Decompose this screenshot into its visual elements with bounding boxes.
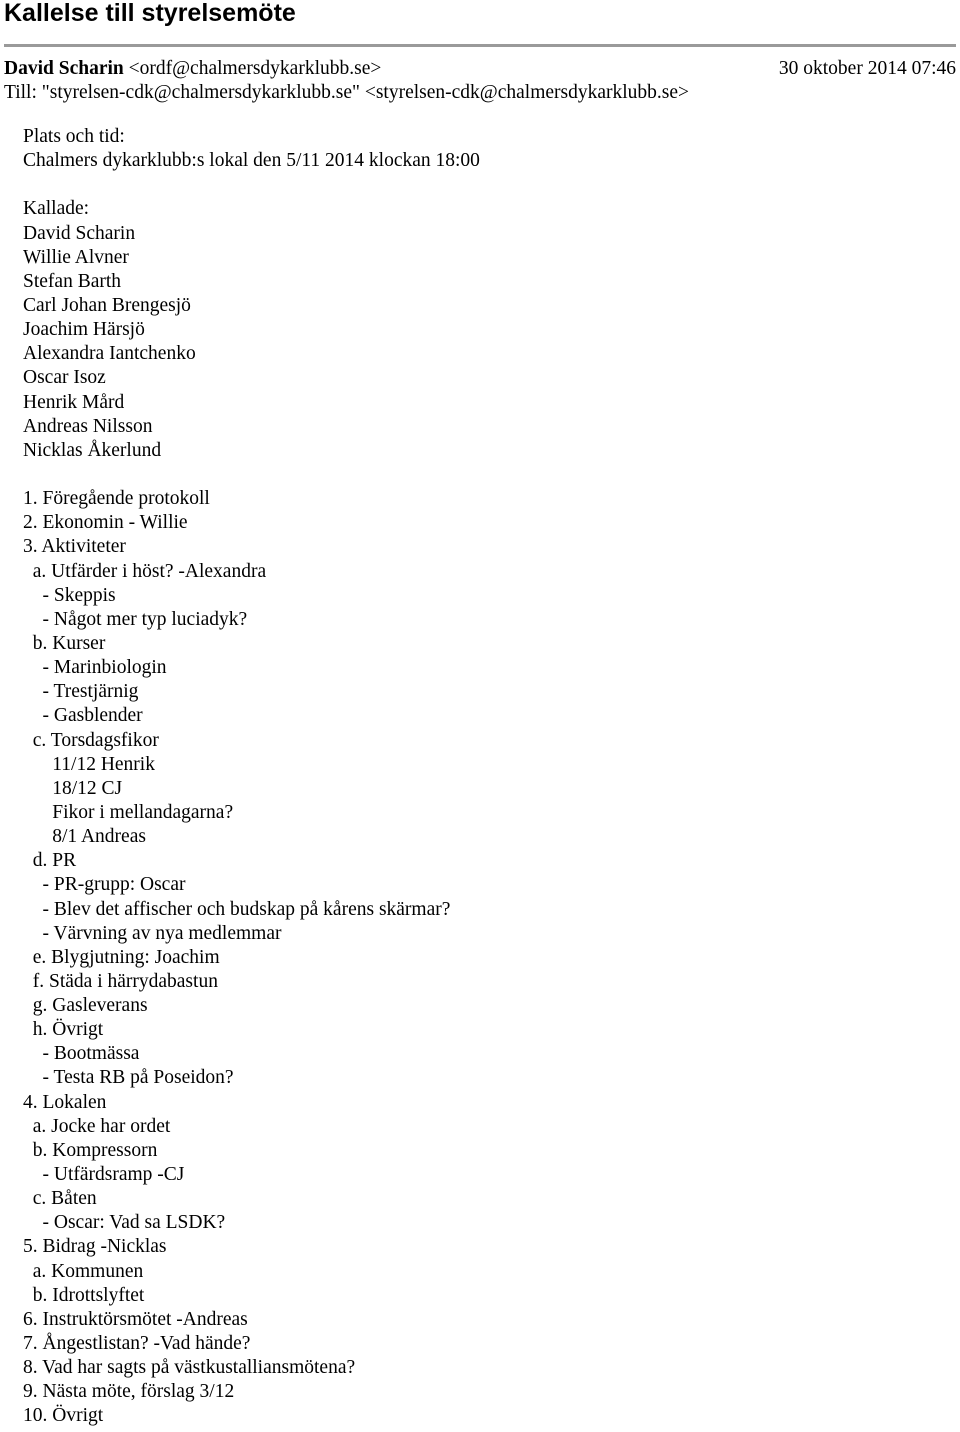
body-line: 5. Bidrag -Nicklas (23, 1236, 167, 1258)
body-line: Andreas Nilsson (23, 415, 153, 437)
body-line: - Värvning av nya medlemmar (23, 922, 282, 944)
body-line: - Något mer typ luciadyk? (23, 608, 248, 630)
body-line: d. PR (23, 850, 77, 872)
body-line: f. Städa i härrydabastun (23, 970, 218, 992)
sender-address: <ordf@chalmersdykarklubb.se> (128, 58, 382, 79)
body-line: - Marinbiologin (23, 657, 167, 679)
body-line: c. Torsdagsfikor (23, 729, 159, 751)
body-line: a. Kommunen (23, 1260, 144, 1282)
body-line: 10. Övrigt (23, 1405, 104, 1427)
recipient: "styrelsen-cdk@chalmersdykarklubb.se" <styrelsen-cdk@chalmersdykarklubb.se> (41, 82, 690, 103)
body-line: Willie Alvner (23, 246, 129, 268)
body-line: h. Övrigt (23, 1019, 104, 1041)
body-line: - Testa RB på Poseidon? (23, 1067, 234, 1089)
body-line: Plats och tid: (23, 126, 125, 147)
from-line (4, 57, 956, 81)
body-line: - Oscar: Vad sa LSDK? (23, 1212, 226, 1234)
body-line: a. Utfärder i höst? -Alexandra (23, 560, 267, 582)
body-line (23, 173, 480, 197)
body-line: 2. Ekonomin - Willie (23, 512, 188, 534)
body-line: 8/1 Andreas (23, 826, 146, 848)
body-line: - Bootmässa (23, 1043, 140, 1065)
body-line: Stefan Barth (23, 270, 122, 292)
body-line: - Utfärdsramp -CJ (23, 1164, 185, 1186)
sent-date: 30 oktober 2014 07:46 (778, 58, 956, 79)
body-line: 6. Instruktörsmötet -Andreas (23, 1308, 248, 1330)
body-line: Chalmers dykarklubb:s lokal den 5/11 2014 klockan 18:00 (23, 150, 480, 172)
body-line: Oscar Isoz (23, 367, 106, 389)
body-line: g. Gasleverans (23, 995, 148, 1017)
body-line: - Gasblender (23, 705, 143, 727)
body-line: Nicklas Åkerlund (23, 439, 162, 461)
body-line: b. Kompressorn (23, 1139, 158, 1161)
body-line: b. Kurser (23, 632, 106, 654)
body-line: Fikor i mellandagarna? (23, 801, 234, 823)
body-line: Alexandra Iantchenko (23, 343, 196, 365)
to-label: Till: (4, 82, 37, 103)
body-line (23, 463, 480, 487)
body-line: 4. Lokalen (23, 1091, 107, 1113)
email-body (23, 125, 480, 1429)
body-line: 18/12 CJ (23, 777, 123, 799)
body-line: 8. Vad har sagts på västkustalliansmötena? (23, 1357, 356, 1379)
body-line: 9. Nästa möte, förslag 3/12 (23, 1381, 235, 1403)
email-header (4, 57, 956, 105)
to-line (4, 81, 956, 105)
email-subject: Kallelse till styrelsemöte (4, 0, 296, 27)
body-line: a. Jocke har ordet (23, 1115, 171, 1137)
body-line: c. Båten (23, 1188, 97, 1210)
body-line: e. Blygjutning: Joachim (23, 946, 220, 968)
body-line: Carl Johan Brengesjö (23, 294, 191, 316)
body-line: Kallade: (23, 198, 90, 220)
body-line: - Skeppis (23, 584, 116, 606)
body-line: 3. Aktiviteter (23, 536, 126, 558)
body-line: Joachim Härsjö (23, 319, 145, 341)
body-line: - Trestjärnig (23, 681, 139, 703)
body-line: - PR-grupp: Oscar (23, 874, 186, 896)
body-line: b. Idrottslyftet (23, 1284, 145, 1306)
body-line: 11/12 Henrik (23, 753, 155, 775)
body-line: David Scharin (23, 222, 136, 244)
body-line: 7. Ångestlistan? -Vad hände? (23, 1333, 251, 1355)
body-line: Henrik Mård (23, 391, 125, 413)
header-divider (4, 44, 956, 47)
sender-name: David Scharin (4, 58, 124, 79)
body-line: - Blev det affischer och budskap på kårens skärmar? (23, 898, 451, 920)
body-line: 1. Föregående protokoll (23, 488, 210, 510)
